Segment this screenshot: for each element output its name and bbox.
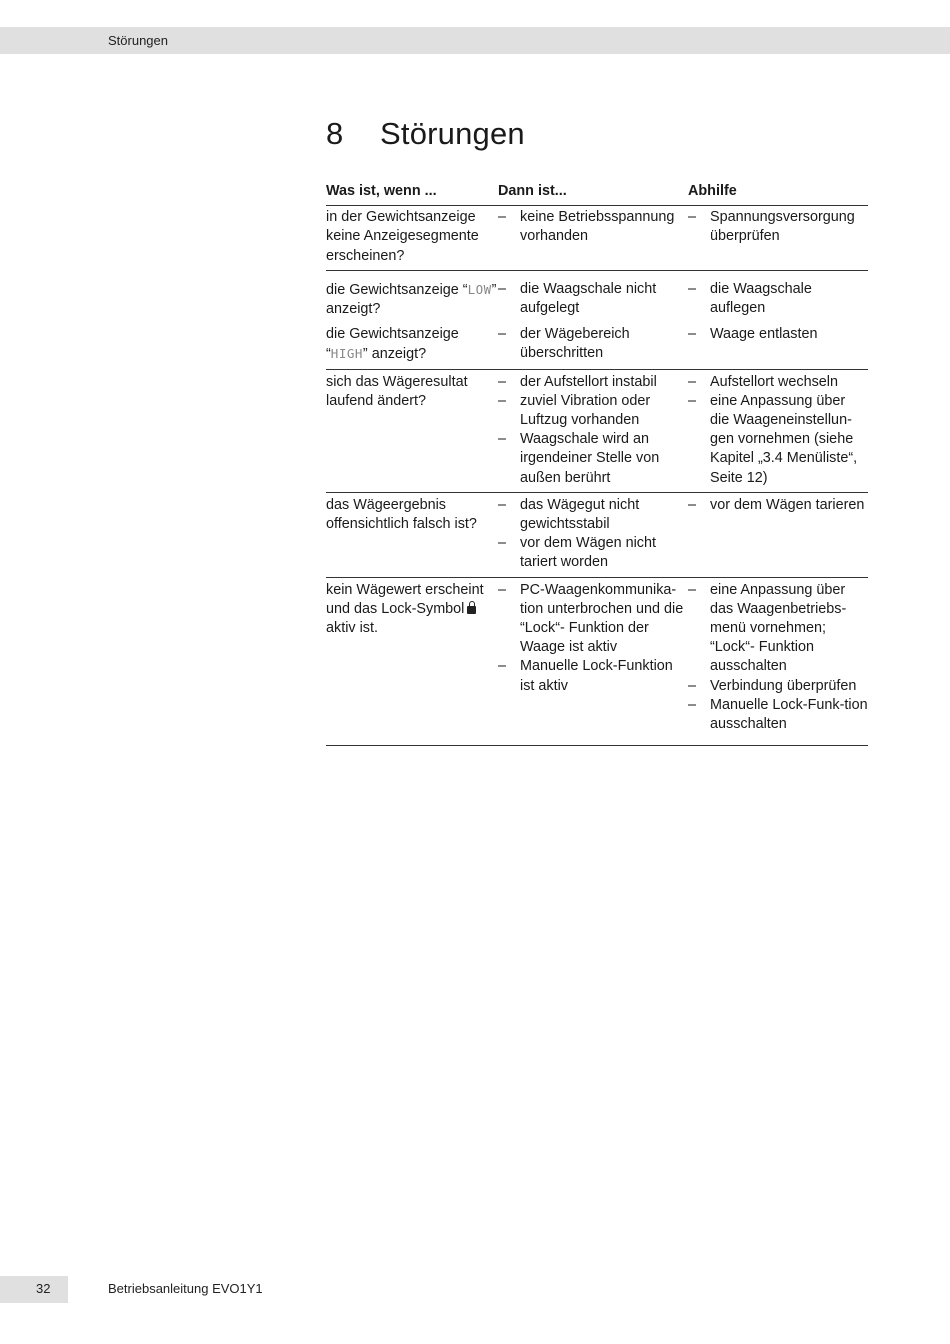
table-row [326, 323, 868, 369]
column-header-remedy: Abhilfe [688, 183, 737, 199]
chapter-title: Störungen [380, 116, 525, 151]
list-item: – der Aufstellort instabil [498, 373, 657, 390]
page-number: 32 [36, 1281, 51, 1296]
footer-band [0, 1276, 68, 1303]
remedy-cell [688, 373, 868, 488]
list-item: – das Wägegut nicht gewichtsstabil [498, 496, 640, 533]
list-item: – die Waagschale auflegen [688, 280, 812, 317]
condition-cell: in der Gewichtsanzeige keine Anzeigesegmente erscheinen? [326, 209, 479, 264]
page-title [326, 116, 525, 152]
condition-cell: die Gewichtsanzeige “HIGH” anzeigt? [326, 326, 459, 363]
list-item: – die Waagschale nicht aufgelegt [498, 280, 657, 317]
cause-cell [498, 496, 688, 573]
table-row [326, 271, 868, 323]
list-item: – eine Anpassung über das Waagenbetriebs-menü vornehmen; “Lock“- Funktion ausschalten [688, 581, 847, 675]
list-item: – Spannungsversorgung überprüfen [688, 209, 855, 245]
list-item: – vor dem Wägen tarieren [688, 496, 865, 513]
table-row [326, 206, 868, 271]
list-item: – Manuelle Lock-Funktion ist aktiv [498, 658, 673, 694]
table-row [326, 493, 868, 578]
list-item: – Manuelle Lock-Funk-tion ausschalten [688, 696, 868, 733]
cause-cell [498, 373, 688, 488]
cause-cell [498, 280, 688, 319]
list-item: – der Wägebereich überschritten [498, 326, 630, 362]
list-item: – Verbindung überprüfen [688, 677, 857, 694]
list-item: – PC-Waagenkommunika-tion unterbrochen und die “Lock“- Funktion der Waage ist aktiv [498, 581, 684, 656]
cause-cell [498, 325, 688, 364]
remedy-cell [688, 280, 868, 319]
condition-cell: das Wägeergebnis offensichtlich falsch ist? [326, 496, 477, 533]
column-header-cause: Dann ist... [498, 183, 567, 199]
list-item: – Waage entlasten [688, 326, 818, 343]
lock-icon [467, 606, 476, 614]
condition-cell: kein Wägewert erscheint und das Lock-Symbol aktiv ist. [326, 581, 484, 637]
cause-cell [498, 208, 688, 266]
footer-document-title: Betriebsanleitung EVO1Y1 [108, 1281, 263, 1296]
list-item: – vor dem Wägen nicht tariert worden [498, 535, 656, 571]
lcd-display-text: LOW [467, 281, 492, 297]
remedy-cell [688, 208, 868, 266]
list-item: – keine Betriebsspannung vorhanden [498, 209, 675, 245]
troubleshooting-table [326, 182, 868, 746]
list-item: – eine Anpassung über die Waageneinstellun-gen vornehmen (siehe Kapitel „3.4 Menüliste“, Seite 12) [688, 392, 858, 486]
table-header [326, 182, 868, 206]
list-item: – zuviel Vibration oder Luftzug vorhanden [498, 392, 651, 429]
remedy-cell [688, 325, 868, 364]
condition-cell: sich das Wägeresultat laufend ändert? [326, 373, 468, 409]
table-row [326, 578, 868, 747]
list-item: – Aufstellort wechseln [688, 373, 838, 390]
chapter-number: 8 [326, 116, 344, 151]
lcd-display-text: HIGH [330, 346, 363, 362]
table-row [326, 370, 868, 493]
list-item: – Waagschale wird an irgendeiner Stelle von außen berührt [498, 431, 660, 486]
remedy-cell [688, 581, 868, 735]
cause-cell [498, 581, 688, 735]
running-header: Störungen [108, 33, 168, 48]
condition-cell: die Gewichtsanzeige “LOW” anzeigt? [326, 281, 497, 318]
column-header-condition: Was ist, wenn ... [326, 183, 437, 199]
remedy-cell [688, 496, 868, 573]
